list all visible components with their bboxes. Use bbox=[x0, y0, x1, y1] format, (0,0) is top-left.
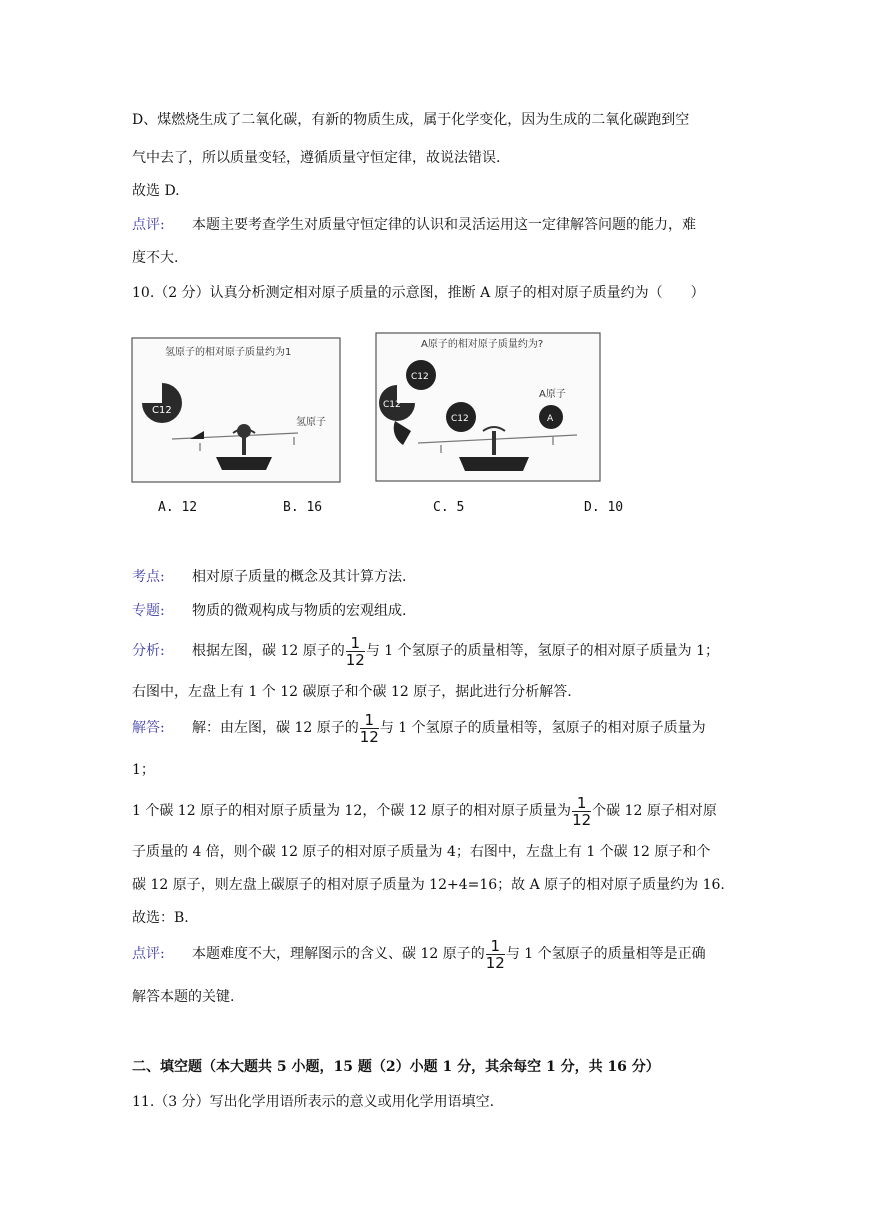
fenxi-text-b: 与 1 个氢原子的质量相等，氢原子的相对原子质量为 1； bbox=[365, 643, 719, 659]
option-b: B. 16 bbox=[283, 500, 323, 515]
fraction-den: 12 bbox=[359, 727, 379, 746]
dianping-line2: 解答本题的关键. bbox=[132, 989, 235, 1005]
dianping-line bbox=[132, 936, 706, 972]
zhuanti-label: 专题: bbox=[132, 603, 165, 619]
a-atom-label: A原子 bbox=[539, 389, 566, 400]
dianping-text-b: 与 1 个氢原子的质量相等是正确 bbox=[505, 946, 706, 962]
fraction-1-12 bbox=[572, 795, 591, 828]
figure-right bbox=[373, 325, 603, 485]
fraction-num: 1 bbox=[346, 635, 365, 652]
part-d-choice: 故选 D. bbox=[132, 183, 180, 199]
jieda-line3 bbox=[132, 793, 717, 829]
hydrogen-label: 氢原子 bbox=[296, 417, 326, 428]
figure-right-title: A原子的相对原子质量约为? bbox=[421, 339, 544, 350]
dianping-label: 点评: bbox=[132, 946, 165, 962]
fraction-num: 1 bbox=[486, 938, 505, 955]
part-d-line2: 气中去了，所以质量变轻，遵循质量守恒定律，故说法错误. bbox=[132, 150, 501, 166]
fraction-1-12 bbox=[360, 712, 379, 745]
fraction-1-12 bbox=[346, 635, 365, 668]
c12-label-pie: C12 bbox=[383, 400, 401, 410]
a-atom-ball-label: A bbox=[547, 414, 554, 424]
question-11-stem: 11.（3 分）写出化学用语所表示的意义或用化学用语填空. bbox=[132, 1094, 495, 1110]
fraction-1-12 bbox=[486, 938, 505, 971]
jieda-text-b: 与 1 个氢原子的质量相等，氢原子的相对原子质量为 bbox=[379, 720, 706, 736]
option-c: C. 5 bbox=[433, 500, 465, 515]
balance-base-right bbox=[459, 457, 529, 471]
balance-base-left bbox=[216, 457, 272, 470]
kaodian-line bbox=[132, 567, 406, 587]
option-d: D. 10 bbox=[584, 500, 624, 515]
fraction-den: 12 bbox=[485, 953, 505, 972]
review-9-line2: 度不大. bbox=[132, 250, 179, 266]
fenxi-line bbox=[132, 633, 719, 669]
zhuanti-line bbox=[132, 601, 406, 621]
section-2-heading: 二、填空题（本大题共 5 小题，15 题（2）小题 1 分，其余每空 1 分，共 16 分） bbox=[132, 1059, 660, 1075]
c12-label-top: C12 bbox=[411, 372, 429, 382]
figure-left-title: 氢原子的相对原子质量约为1 bbox=[165, 347, 292, 358]
review-9-line1 bbox=[132, 215, 696, 235]
jieda-line3-b: 个碳 12 原子相对原 bbox=[592, 803, 717, 819]
question-10-stem: 10.（2 分）认真分析测定相对原子质量的示意图，推断 A 原子的相对原子质量约为（ ） bbox=[132, 285, 705, 301]
review-text: 本题主要考查学生对质量守恒定律的认识和灵活运用这一定律解答问题的能力，难 bbox=[192, 217, 696, 233]
jieda-text-a: 解：由左图，碳 12 原子的 bbox=[192, 720, 359, 736]
jieda-line5: 碳 12 原子，则左盘上碳原子的相对原子质量为 12+4=16；故 A 原子的相对原子质量约为 16. bbox=[132, 877, 725, 893]
jieda-line3-a: 1 个碳 12 原子的相对原子质量为 12，个碳 12 原子的相对原子质量为 bbox=[132, 803, 572, 819]
fenxi-label: 分析: bbox=[132, 643, 165, 659]
jieda-line2: 1； bbox=[132, 762, 155, 778]
jieda-label: 解答: bbox=[132, 720, 165, 736]
fraction-num: 1 bbox=[572, 795, 591, 812]
zhuanti-text: 物质的微观构成与物质的宏观组成. bbox=[192, 603, 407, 619]
fraction-den: 12 bbox=[345, 650, 365, 669]
kaodian-label: 考点: bbox=[132, 569, 165, 585]
c12-label-pan: C12 bbox=[451, 414, 469, 424]
option-a: A. 12 bbox=[158, 500, 198, 515]
fenxi-line2: 右图中，左盘上有 1 个 12 碳原子和个碳 12 原子，据此进行分析解答. bbox=[132, 684, 572, 700]
c12-label-left: C12 bbox=[152, 405, 172, 416]
jieda-choice: 故选：B. bbox=[132, 910, 189, 926]
jieda-line4: 子质量的 4 倍，则个碳 12 原子的相对原子质量为 4；右图中，左盘上有 1 个碳 12 原子和个 bbox=[132, 844, 711, 860]
fraction-den: 12 bbox=[572, 810, 592, 829]
kaodian-text: 相对原子质量的概念及其计算方法. bbox=[192, 569, 407, 585]
fraction-num: 1 bbox=[360, 712, 379, 729]
part-d-line1: D、煤燃烧生成了二氧化碳，有新的物质生成，属于化学变化，因为生成的二氧化碳跑到空 bbox=[132, 112, 690, 128]
jieda-line bbox=[132, 710, 706, 746]
figure-left bbox=[130, 335, 344, 485]
fenxi-text-a: 根据左图，碳 12 原子的 bbox=[192, 643, 345, 659]
dianping-text-a: 本题难度不大，理解图示的含义、碳 12 原子的 bbox=[192, 946, 485, 962]
review-label: 点评: bbox=[132, 217, 165, 233]
